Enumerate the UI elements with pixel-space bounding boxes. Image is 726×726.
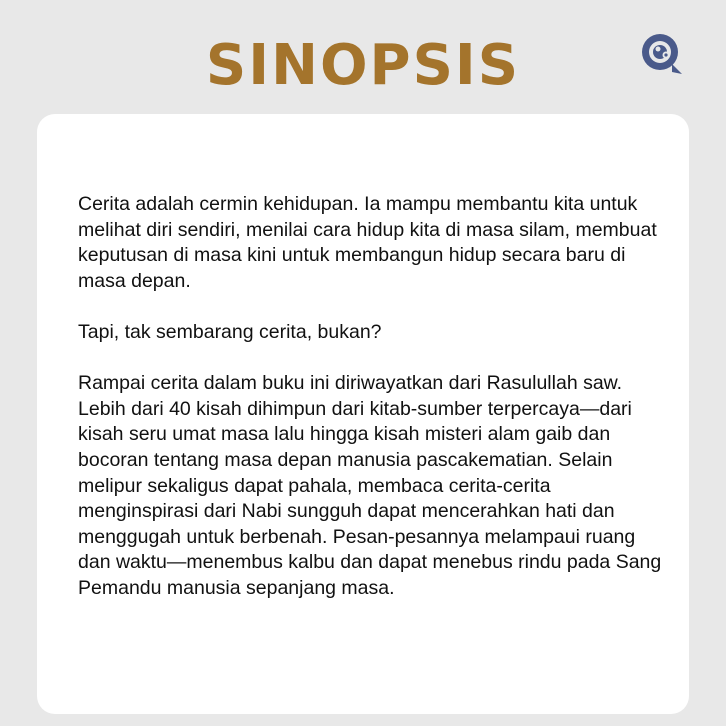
brand-logo-icon [638, 30, 686, 78]
synopsis-paragraph-1: Cerita adalah cermin kehidupan. Ia mampu membantu kita untuk melihat diri sendiri, menilai cara hidup kita di masa silam, membuat keputusan di masa kini untuk membangun hidup secara baru di masa depan. [78, 193, 657, 292]
synopsis-paragraph-2: Tapi, tak sembarang cerita, bukan? [78, 320, 382, 343]
page-title: SINOPSIS [205, 33, 521, 98]
synopsis-paragraph-3: Rampai cerita dalam buku ini diriwayatkan dari Rasulullah saw. Lebih dari 40 kisah dihimpun dari kitab-sumber terpercaya—dari kisah seru umat masa lalu hingga kisah misteri alam gaib dan bocoran tentang masa depan manusia pascakematian. Selain melipur sekaligus dapat pahala, membaca cerita-cerita menginspirasi dari Nabi sungguh dapat mencerahkan hati dan menggugah untuk berbenah. Pesan-pesannya melampaui ruang dan waktu—menembus kalbu dan dapat menebus rindu pada Sang Pemandu manusia sepanjang masa. [78, 372, 662, 599]
synopsis-text [78, 192, 668, 602]
